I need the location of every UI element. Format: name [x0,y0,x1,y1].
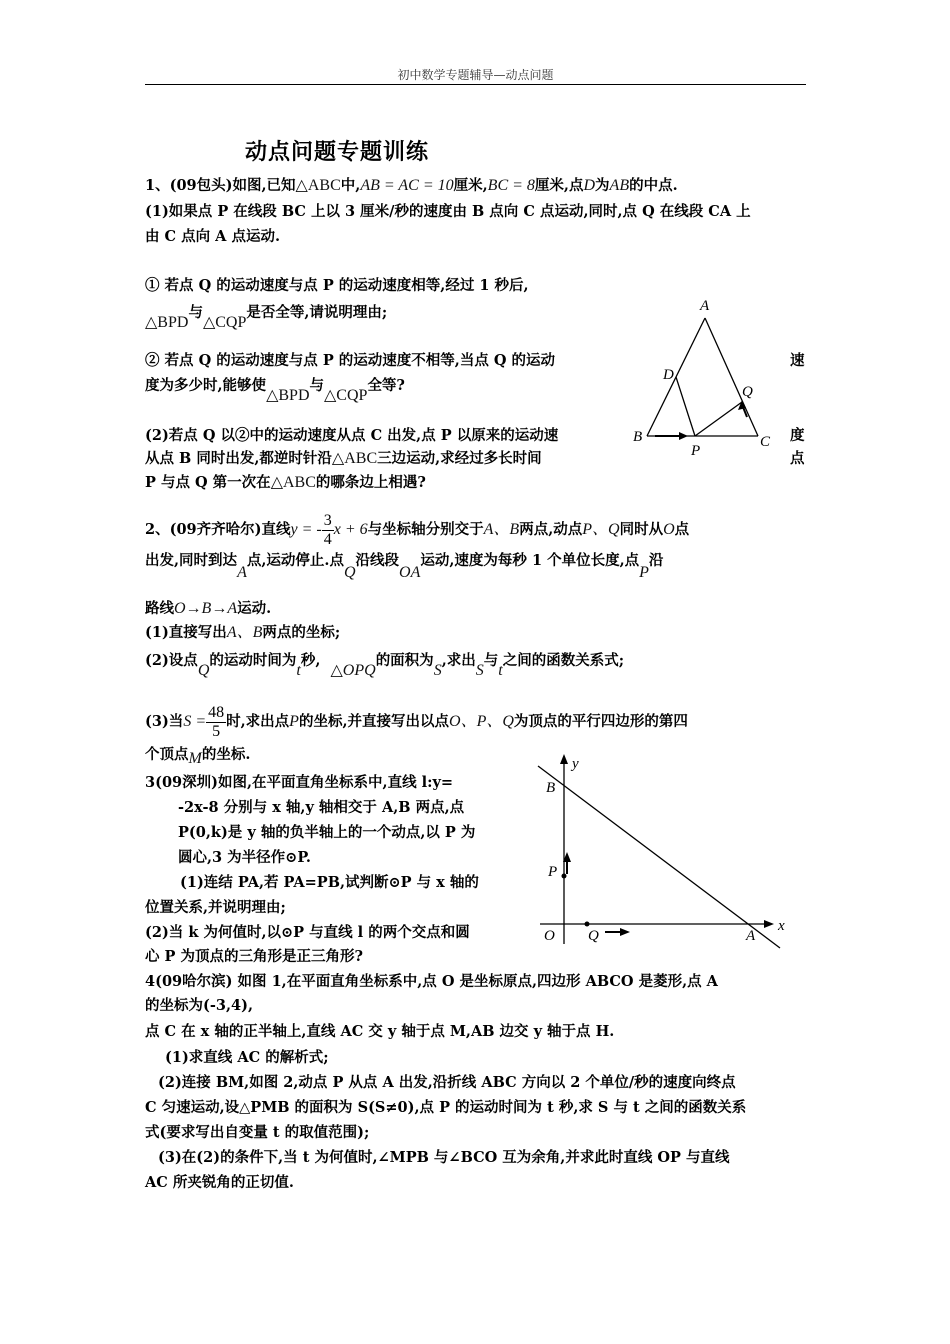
tri-abc: △ABC [295,177,341,194]
label-x: x [778,918,785,934]
p3-line3: P(0,k)是 y 轴的负半轴上的一个动点,以 P 为 [178,824,476,841]
p4-line2: 的坐标为(-3,4), [145,997,254,1014]
p3-line4: 圆心,3 为半径作⊙P. [178,849,311,866]
p3-line7: (2)当 k 为何值时,以⊙P 与直线 l 的两个交点和圆 [145,924,470,941]
p3-line1: 3(09深圳)如图,在平面直角坐标系中,直线 l:y= [145,774,454,791]
label-a: A [700,298,710,314]
p1-q1-line2: △BPD与△CQP是否全等,请说明理由; [145,304,388,331]
p4-line3: 点 C 在 x 轴的正半轴上,直线 AC 交 y 轴于点 M,AB 边交 y 轴于点 H. [145,1023,615,1040]
p3-line8: 心 P 为顶点的三角形是正三角形? [145,948,363,965]
label-b: B [546,780,556,796]
p2-line3: 路线O→B→A运动. [145,600,272,617]
arrow-q-head [738,400,746,410]
p1-q3-line2-end: 点 [790,450,805,467]
p4-line8: (3)在(2)的条件下,当 t 为何值时,∠MPB 与∠BCO 互为余角,并求此时直线 OP 与直线 [158,1149,730,1166]
label-p: P [691,443,701,459]
arrow-p-head [679,432,688,440]
p1-q3-line1-end: 度 [790,427,805,444]
p1-q3-line1: (2)若点 Q 以②中的运动速度从点 C 出发,点 P 以原来的运动速 [145,427,559,444]
p4-line6: C 匀速运动,设△PMB 的面积为 S(S≠0),点 P 的运动时间为 t 秒,求 S 与 t 之间的函数关系 [145,1099,747,1116]
p1-line1: 1、(09包头)如图,已知△ABC中,AB = AC = 10厘米,BC = 8厘米,点D为AB的中点. [145,177,678,194]
p4-line9: AC 所夹锐角的正切值. [145,1174,294,1191]
segment-dp [676,377,695,436]
p4-line4: (1)求直线 AC 的解析式; [165,1049,329,1066]
arrow-q-head [620,928,630,936]
p1-q3-line3: P 与点 Q 第一次在△ABC的哪条边上相遇? [145,474,426,491]
figure-coordinate-plane [530,752,800,952]
p1-q3-line2: 从点 B 同时出发,都逆时针沿△ABC三边运动,求经过多长时间 [145,450,542,467]
p1-q2-line1-end: 速 [790,352,805,369]
point-q [585,922,590,927]
label-b: B [633,429,643,445]
line-l [538,766,780,948]
p3-line2: -2x-8 分别与 x 轴,y 轴相交于 A,B 两点,点 [178,799,465,816]
p2-sub3-line2: 个顶点M的坐标. [145,746,251,767]
y-axis-arrow [560,754,568,764]
label-q: Q [742,384,753,400]
p4-line7: 式(要求写出自变量 t 的取值范围); [145,1124,370,1141]
p3-line5: (1)连结 PA,若 PA=PB,试判断⊙P 与 x 轴的 [180,874,479,891]
p4-line5: (2)连接 BM,如图 2,动点 P 从点 A 出发,沿折线 ABC 方向以 2 个单位/秒的速度向终点 [158,1074,736,1091]
label-d: D [663,367,674,383]
p2-sub3: (3)当S = $\frac{48}{5}$ 时,求出点P的坐标,并直接写出以点O、P、Q为顶点的平行四边形的第四 [145,703,688,740]
p1-q2-line1: ② 若点 Q 的运动速度与点 P 的运动速度不相等,当点 Q 的运动 [145,352,556,369]
segment-pq [695,402,742,436]
x-axis-arrow [764,920,774,928]
figure-triangle [625,290,785,465]
p2-sub1: (1)直接写出A、B两点的坐标; [145,624,341,641]
p1-q2-line2: 度为多少时,能够使△BPD与△CQP全等? [145,377,405,404]
label-a: A [746,928,756,944]
side-ac [705,318,758,436]
p1-line3: 由 C 点向 A 点运动. [145,228,281,245]
page-title: 动点问题专题训练 [245,139,430,165]
p3-line6: 位置关系,并说明理由; [145,899,286,916]
point-p [562,874,567,879]
label-o: O [544,928,555,944]
header-rule [145,84,806,85]
fraction-3-4: $\frac{3}{4}$ [323,511,332,548]
page-header: 初中数学专题辅导—动点问题 [397,68,554,82]
fraction-48-5: $\frac{48}{5}$ [208,703,225,740]
p1-q1-line1: ① 若点 Q 的运动速度与点 P 的运动速度相等,经过 1 秒后, [145,277,529,294]
p2-line1: 2、(09齐齐哈尔)直线y = - $\frac{3}{4}$ x + 6与坐标轴分别交于A、B两点,动点P、Q同时从O点 [145,511,690,548]
label-q: Q [588,928,599,944]
label-y: y [572,756,579,772]
p4-line1: 4(09哈尔滨) 如图 1,在平面直角坐标系中,点 O 是坐标原点,四边形 ABCO 是菱形,点 A [145,973,718,990]
p2-line2: 出发,同时到达A点,运动停止.点Q沿线段OA运动,速度为每秒 1 个单位长度,点P沿 [145,552,664,581]
label-c: C [760,434,771,450]
label-p: P [548,864,558,880]
p2-sub2: (2)设点Q的运动时间为t秒, △OPQ的面积为S,求出S与t之间的函数关系式; [145,652,625,679]
p1-line2: (1)如果点 P 在线段 BC 上以 3 厘米/秒的速度由 B 点向 C 点运动,同时,点 Q 在线段 CA 上 [145,203,751,220]
